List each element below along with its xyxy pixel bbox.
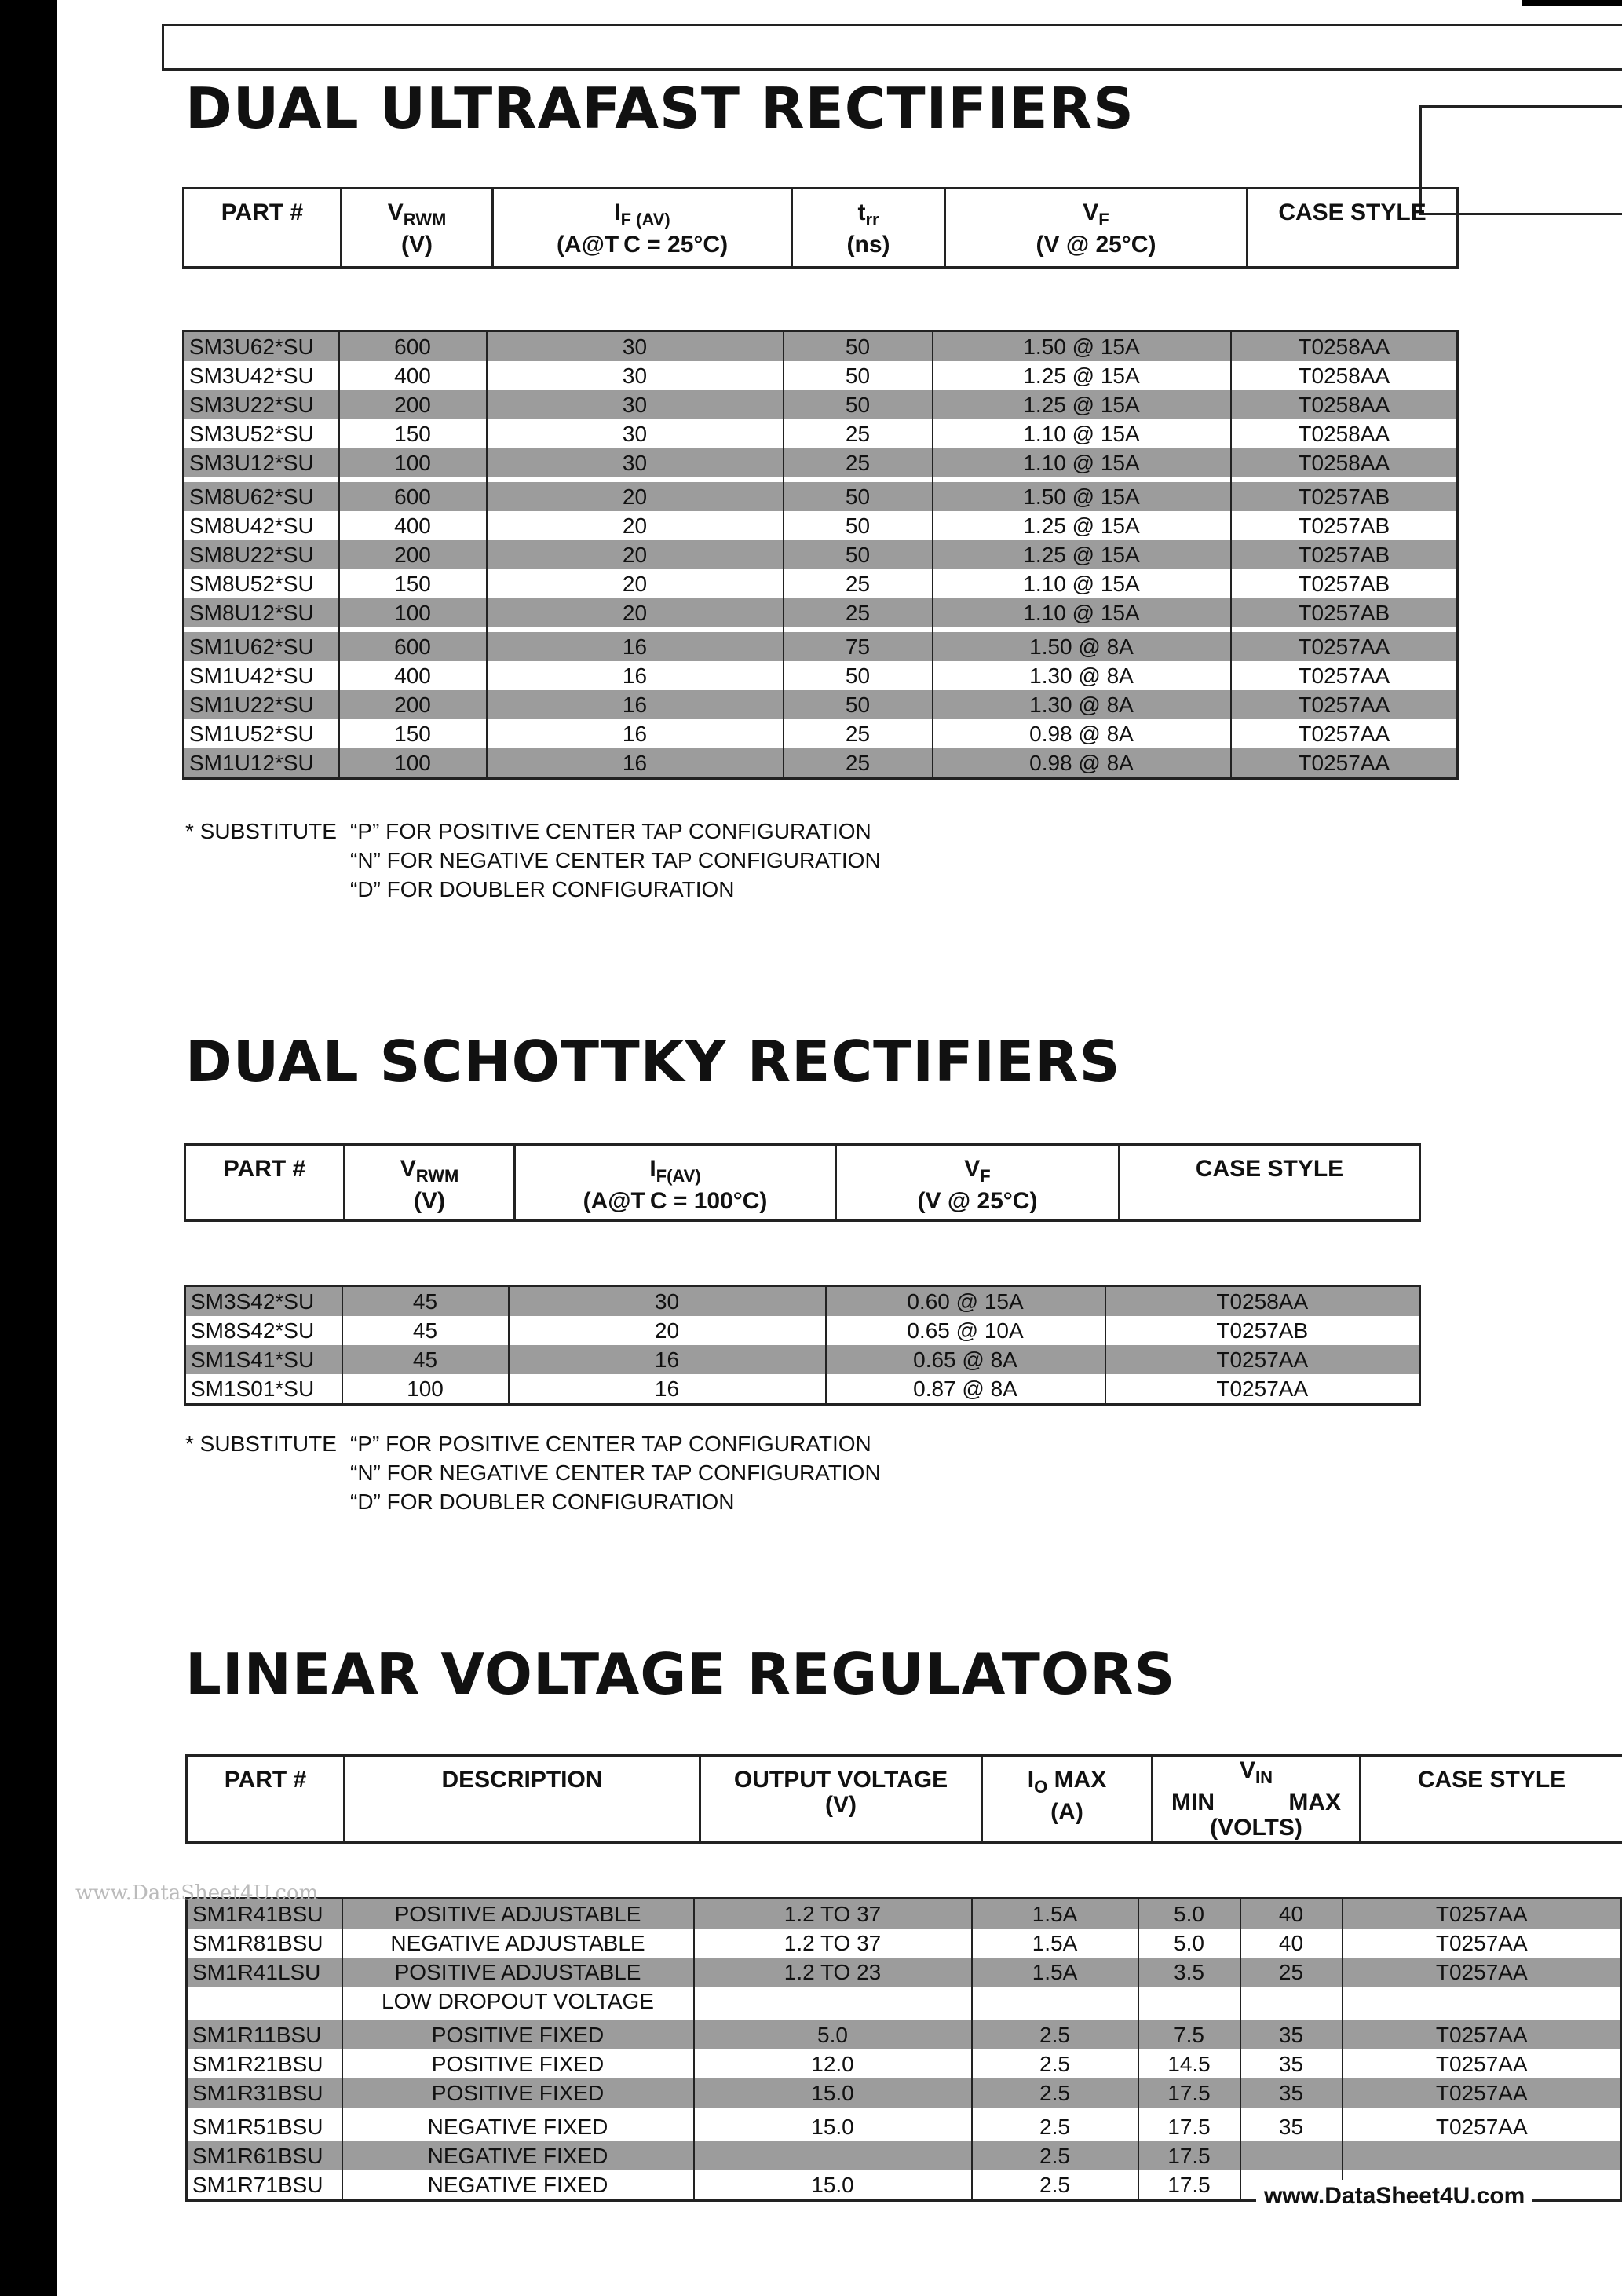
table-cell: SM1R21BSU (187, 2049, 342, 2078)
scan-corner-mark (1522, 0, 1622, 6)
table-cell: 30 (487, 331, 784, 362)
table-row (184, 598, 1458, 627)
table-row (184, 719, 1458, 748)
table-cell: 35 (1240, 2049, 1343, 2078)
table-cell: 30 (487, 361, 784, 390)
table-row (187, 2020, 1622, 2049)
table-cell: 40 (1240, 1899, 1343, 1929)
table-cell: T0257AB (1231, 540, 1458, 569)
table-row (184, 632, 1458, 661)
table-cell: 600 (339, 632, 487, 661)
table-cell: T0258AA (1231, 448, 1458, 477)
table-cell: T0257AA (1231, 632, 1458, 661)
table-row (187, 1987, 1622, 2016)
table-cell: 20 (487, 569, 784, 598)
table-row (187, 2078, 1622, 2108)
table-cell: 1.25 @ 15A (933, 540, 1231, 569)
table-cell: SM1R41BSU (187, 1899, 342, 1929)
schottky-header-if: $I_{F(AV)}$ (A@T C = 100°C) (515, 1145, 836, 1221)
regulators-header-output: OUTPUT VOLTAGE (V) (700, 1756, 982, 1843)
table-row (184, 419, 1458, 448)
table-cell: 400 (339, 511, 487, 540)
table-cell: 16 (509, 1374, 826, 1405)
table-cell: 1.25 @ 15A (933, 361, 1231, 390)
table-cell: SM1U12*SU (184, 748, 339, 779)
table-cell: 50 (784, 390, 933, 419)
table-cell: 25 (784, 719, 933, 748)
schottky-note-label: * SUBSTITUTE (185, 1431, 337, 1456)
table-cell: 3.5 (1138, 1958, 1240, 1987)
table-cell: 1.2 TO 37 (694, 1899, 972, 1929)
table-cell: 2.5 (972, 2078, 1138, 2108)
scan-edge (0, 0, 57, 2296)
table-cell: T0257AA (1105, 1345, 1420, 1374)
table-cell: SM1S41*SU (185, 1345, 342, 1374)
table-cell: 100 (339, 748, 487, 779)
table-cell: 200 (339, 390, 487, 419)
table-cell: 1.10 @ 15A (933, 598, 1231, 627)
table-cell: 50 (784, 361, 933, 390)
table-cell (187, 1987, 342, 2016)
table-cell: T0258AA (1105, 1286, 1420, 1317)
table-cell: 0.98 @ 8A (933, 719, 1231, 748)
table-cell: 50 (784, 482, 933, 511)
table-cell: T0257AA (1343, 2078, 1622, 2108)
table-row (185, 1286, 1420, 1317)
table-cell: SM3U52*SU (184, 419, 339, 448)
table-cell: 1.50 @ 15A (933, 331, 1231, 362)
table-cell: SM1R41LSU (187, 1958, 342, 1987)
table-cell: SM8U52*SU (184, 569, 339, 598)
table-cell: 2.5 (972, 2141, 1138, 2170)
table-cell: 15.0 (694, 2078, 972, 2108)
table-cell: SM1U22*SU (184, 690, 339, 719)
table-row (187, 2112, 1622, 2141)
table-row (185, 1374, 1420, 1405)
table-cell: T0258AA (1231, 419, 1458, 448)
table-cell: 100 (339, 448, 487, 477)
ultrafast-header-vf: $V_F$ (V @ 25°C) (945, 188, 1248, 268)
table-cell: 150 (339, 569, 487, 598)
table-cell: 30 (487, 390, 784, 419)
table-cell: T0257AA (1231, 661, 1458, 690)
table-cell: 30 (509, 1286, 826, 1317)
watermark-left: www.DataSheet4U.com (75, 1881, 319, 1905)
table-cell: 1.2 TO 37 (694, 1929, 972, 1958)
table-cell: 1.30 @ 8A (933, 661, 1231, 690)
table-cell: 150 (339, 419, 487, 448)
table-cell: 25 (784, 598, 933, 627)
table-cell: 16 (487, 748, 784, 779)
table-cell: 25 (784, 448, 933, 477)
table-cell (694, 1987, 972, 2016)
table-cell: 1.25 @ 15A (933, 390, 1231, 419)
table-cell: 50 (784, 331, 933, 362)
table-cell (1343, 2141, 1622, 2170)
table-row (184, 482, 1458, 511)
table-cell: 600 (339, 482, 487, 511)
regulators-table (185, 1897, 1622, 2202)
table-cell: SM1R11BSU (187, 2020, 342, 2049)
regulators-header-description: DESCRIPTION (345, 1756, 700, 1843)
table-cell: POSITIVE FIXED (342, 2020, 694, 2049)
table-cell: 1.25 @ 15A (933, 511, 1231, 540)
table-cell: 1.10 @ 15A (933, 569, 1231, 598)
table-row (184, 569, 1458, 598)
table-cell: T0257AA (1231, 719, 1458, 748)
table-row (185, 1345, 1420, 1374)
table-cell: 50 (784, 511, 933, 540)
schottky-header-part: PART # (185, 1145, 345, 1221)
regulators-header-vin: $V_{IN}$ MIN MAX (VOLTS) (1153, 1756, 1361, 1843)
table-cell: 100 (342, 1374, 509, 1405)
table-row (187, 2049, 1622, 2078)
table-row (184, 690, 1458, 719)
table-cell (1240, 2141, 1343, 2170)
regulators-title: LINEAR VOLTAGE REGULATORS (185, 1641, 1176, 1707)
ultrafast-title: DUAL ULTRAFAST RECTIFIERS (185, 75, 1134, 141)
table-cell: T0257AA (1105, 1374, 1420, 1405)
table-cell: NEGATIVE ADJUSTABLE (342, 1929, 694, 1958)
table-cell: 0.87 @ 8A (826, 1374, 1105, 1405)
table-cell: 16 (487, 690, 784, 719)
table-cell: 1.5A (972, 1929, 1138, 1958)
table-cell: 20 (487, 598, 784, 627)
table-cell: T0257AB (1105, 1316, 1420, 1345)
table-cell: SM1S01*SU (185, 1374, 342, 1405)
table-cell: 45 (342, 1345, 509, 1374)
table-cell: 20 (487, 482, 784, 511)
table-cell: 30 (487, 448, 784, 477)
table-cell: 14.5 (1138, 2049, 1240, 2078)
watermark-right: www.DataSheet4U.com (1256, 2180, 1532, 2213)
schottky-title: DUAL SCHOTTKY RECTIFIERS (185, 1029, 1121, 1095)
table-cell: POSITIVE ADJUSTABLE (342, 1958, 694, 1987)
table-cell: 35 (1240, 2078, 1343, 2108)
table-cell: POSITIVE FIXED (342, 2049, 694, 2078)
table-cell: 1.10 @ 15A (933, 448, 1231, 477)
schottky-header-case: CASE STYLE (1120, 1145, 1420, 1221)
ultrafast-header-trr: $t_{rr}$ (ns) (792, 188, 945, 268)
table-cell: T0257AA (1343, 2020, 1622, 2049)
table-cell (694, 2141, 972, 2170)
schottky-header-vf: $V_F$ (V @ 25°C) (836, 1145, 1120, 1221)
table-cell: 50 (784, 540, 933, 569)
table-row (184, 331, 1458, 362)
table-cell: 0.60 @ 15A (826, 1286, 1105, 1317)
table-cell: 16 (487, 632, 784, 661)
ultrafast-table (182, 330, 1459, 780)
table-cell: T0257AB (1231, 598, 1458, 627)
table-cell: POSITIVE ADJUSTABLE (342, 1899, 694, 1929)
table-cell: 30 (487, 419, 784, 448)
table-cell: 20 (487, 511, 784, 540)
table-cell: 2.5 (972, 2049, 1138, 2078)
table-cell: 15.0 (694, 2112, 972, 2141)
table-cell: 1.10 @ 15A (933, 419, 1231, 448)
table-cell: SM8S42*SU (185, 1316, 342, 1345)
table-cell: 17.5 (1138, 2170, 1240, 2201)
table-row (187, 1958, 1622, 1987)
table-row (184, 540, 1458, 569)
table-cell: SM1R61BSU (187, 2141, 342, 2170)
table-cell: T0257AA (1343, 2049, 1622, 2078)
table-cell: 0.65 @ 8A (826, 1345, 1105, 1374)
table-cell: SM1U62*SU (184, 632, 339, 661)
ultrafast-header-case: CASE STYLE (1248, 188, 1458, 268)
table-cell: 5.0 (1138, 1899, 1240, 1929)
table-cell: SM1R31BSU (187, 2078, 342, 2108)
table-cell: SM3S42*SU (185, 1286, 342, 1317)
table-cell: SM3U12*SU (184, 448, 339, 477)
table-row (184, 390, 1458, 419)
table-cell: 400 (339, 661, 487, 690)
ultrafast-note-label: * SUBSTITUTE (185, 819, 337, 843)
regulators-header-case: CASE STYLE (1361, 1756, 1622, 1843)
table-cell: 150 (339, 719, 487, 748)
table-row (185, 1316, 1420, 1345)
table-cell: T0257AA (1343, 1899, 1622, 1929)
table-cell: 0.98 @ 8A (933, 748, 1231, 779)
table-cell (1138, 1987, 1240, 2016)
schottky-table (184, 1285, 1421, 1406)
table-row (184, 448, 1458, 477)
table-cell: 16 (487, 661, 784, 690)
table-cell: 400 (339, 361, 487, 390)
table-cell: SM3U42*SU (184, 361, 339, 390)
table-cell: 12.0 (694, 2049, 972, 2078)
ultrafast-note: * SUBSTITUTE “P” FOR POSITIVE CENTER TAP CONFIGURATION “N” FOR NEGATIVE CENTER TAP CONFIGURATION “D” FOR DOUBLER CONFIGURATION (185, 817, 881, 904)
table-cell: 17.5 (1138, 2141, 1240, 2170)
table-cell: SM8U22*SU (184, 540, 339, 569)
table-cell: 25 (784, 569, 933, 598)
table-cell: 2.5 (972, 2170, 1138, 2201)
schottky-note: * SUBSTITUTE “P” FOR POSITIVE CENTER TAP CONFIGURATION “N” FOR NEGATIVE CENTER TAP CONFIGURATION “D” FOR DOUBLER CONFIGURATION (185, 1429, 881, 1516)
table-cell: SM8U62*SU (184, 482, 339, 511)
table-cell: 1.5A (972, 1958, 1138, 1987)
table-cell: T0258AA (1231, 361, 1458, 390)
table-cell: 200 (339, 540, 487, 569)
table-cell (1240, 1987, 1343, 2016)
table-cell: SM8U42*SU (184, 511, 339, 540)
table-cell: 45 (342, 1286, 509, 1317)
table-cell: 1.50 @ 8A (933, 632, 1231, 661)
table-cell: 35 (1240, 2020, 1343, 2049)
table-cell: T0257AA (1343, 1958, 1622, 1987)
table-cell: 20 (509, 1316, 826, 1345)
table-cell: 35 (1240, 2112, 1343, 2141)
table-cell: 5.0 (694, 2020, 972, 2049)
table-cell: SM1U52*SU (184, 719, 339, 748)
table-cell: T0257AB (1231, 569, 1458, 598)
regulators-header (185, 1754, 1622, 1844)
table-cell: 1.5A (972, 1899, 1138, 1929)
table-cell: T0257AB (1231, 482, 1458, 511)
table-row (187, 1899, 1622, 1929)
table-row (184, 748, 1458, 779)
table-cell: T0257AA (1343, 1929, 1622, 1958)
ultrafast-header-if: $I_{F (AV)}$ (A@T C = 25°C) (493, 188, 792, 268)
table-cell: 40 (1240, 1929, 1343, 1958)
ultrafast-header-part: PART # (184, 188, 342, 268)
table-cell: T0257AB (1231, 511, 1458, 540)
table-cell: 20 (487, 540, 784, 569)
table-cell: SM1R71BSU (187, 2170, 342, 2201)
ultrafast-header-vrwm: $V_{RWM}$ (V) (342, 188, 493, 268)
table-row (187, 2141, 1622, 2170)
table-cell: T0257AA (1231, 748, 1458, 779)
schottky-header-vrwm: $V_{RWM}$ (V) (345, 1145, 515, 1221)
table-cell: 25 (1240, 1958, 1343, 1987)
table-cell: 25 (784, 748, 933, 779)
table-cell: LOW DROPOUT VOLTAGE (342, 1987, 694, 2016)
table-cell: T0258AA (1231, 390, 1458, 419)
table-cell: NEGATIVE FIXED (342, 2170, 694, 2201)
table-cell: 45 (342, 1316, 509, 1345)
table-cell: 25 (784, 419, 933, 448)
table-cell: 0.65 @ 10A (826, 1316, 1105, 1345)
table-cell: SM1U42*SU (184, 661, 339, 690)
table-cell: 600 (339, 331, 487, 362)
table-cell: NEGATIVE FIXED (342, 2112, 694, 2141)
table-cell: 50 (784, 661, 933, 690)
ultrafast-header (182, 187, 1459, 269)
table-cell: T0257AA (1231, 690, 1458, 719)
table-cell: 17.5 (1138, 2078, 1240, 2108)
table-cell (1343, 1987, 1622, 2016)
table-cell: NEGATIVE FIXED (342, 2141, 694, 2170)
schottky-header (184, 1143, 1421, 1222)
table-cell: 1.2 TO 23 (694, 1958, 972, 1987)
table-row (184, 511, 1458, 540)
table-cell: 16 (509, 1345, 826, 1374)
table-cell: 16 (487, 719, 784, 748)
table-cell: POSITIVE FIXED (342, 2078, 694, 2108)
table-cell: 2.5 (972, 2020, 1138, 2049)
table-cell: T0258AA (1231, 331, 1458, 362)
regulators-header-part: PART # (187, 1756, 345, 1843)
table-cell: 2.5 (972, 2112, 1138, 2141)
table-cell: 200 (339, 690, 487, 719)
table-cell (972, 1987, 1138, 2016)
table-cell: 5.0 (1138, 1929, 1240, 1958)
page-header-box (162, 24, 1622, 71)
table-row (184, 661, 1458, 690)
table-cell: T0257AA (1343, 2112, 1622, 2141)
table-cell: SM8U12*SU (184, 598, 339, 627)
table-cell: SM3U62*SU (184, 331, 339, 362)
table-cell: 17.5 (1138, 2112, 1240, 2141)
table-cell: SM3U22*SU (184, 390, 339, 419)
table-cell: 1.50 @ 15A (933, 482, 1231, 511)
table-cell: 15.0 (694, 2170, 972, 2201)
table-cell: 50 (784, 690, 933, 719)
table-cell: SM1R81BSU (187, 1929, 342, 1958)
table-cell: 7.5 (1138, 2020, 1240, 2049)
table-cell: SM1R51BSU (187, 2112, 342, 2141)
table-cell: 100 (339, 598, 487, 627)
regulators-header-io: $I_O$ MAX (A) (982, 1756, 1153, 1843)
table-row (184, 361, 1458, 390)
table-cell: 1.30 @ 8A (933, 690, 1231, 719)
table-row (187, 1929, 1622, 1958)
table-cell: 75 (784, 632, 933, 661)
